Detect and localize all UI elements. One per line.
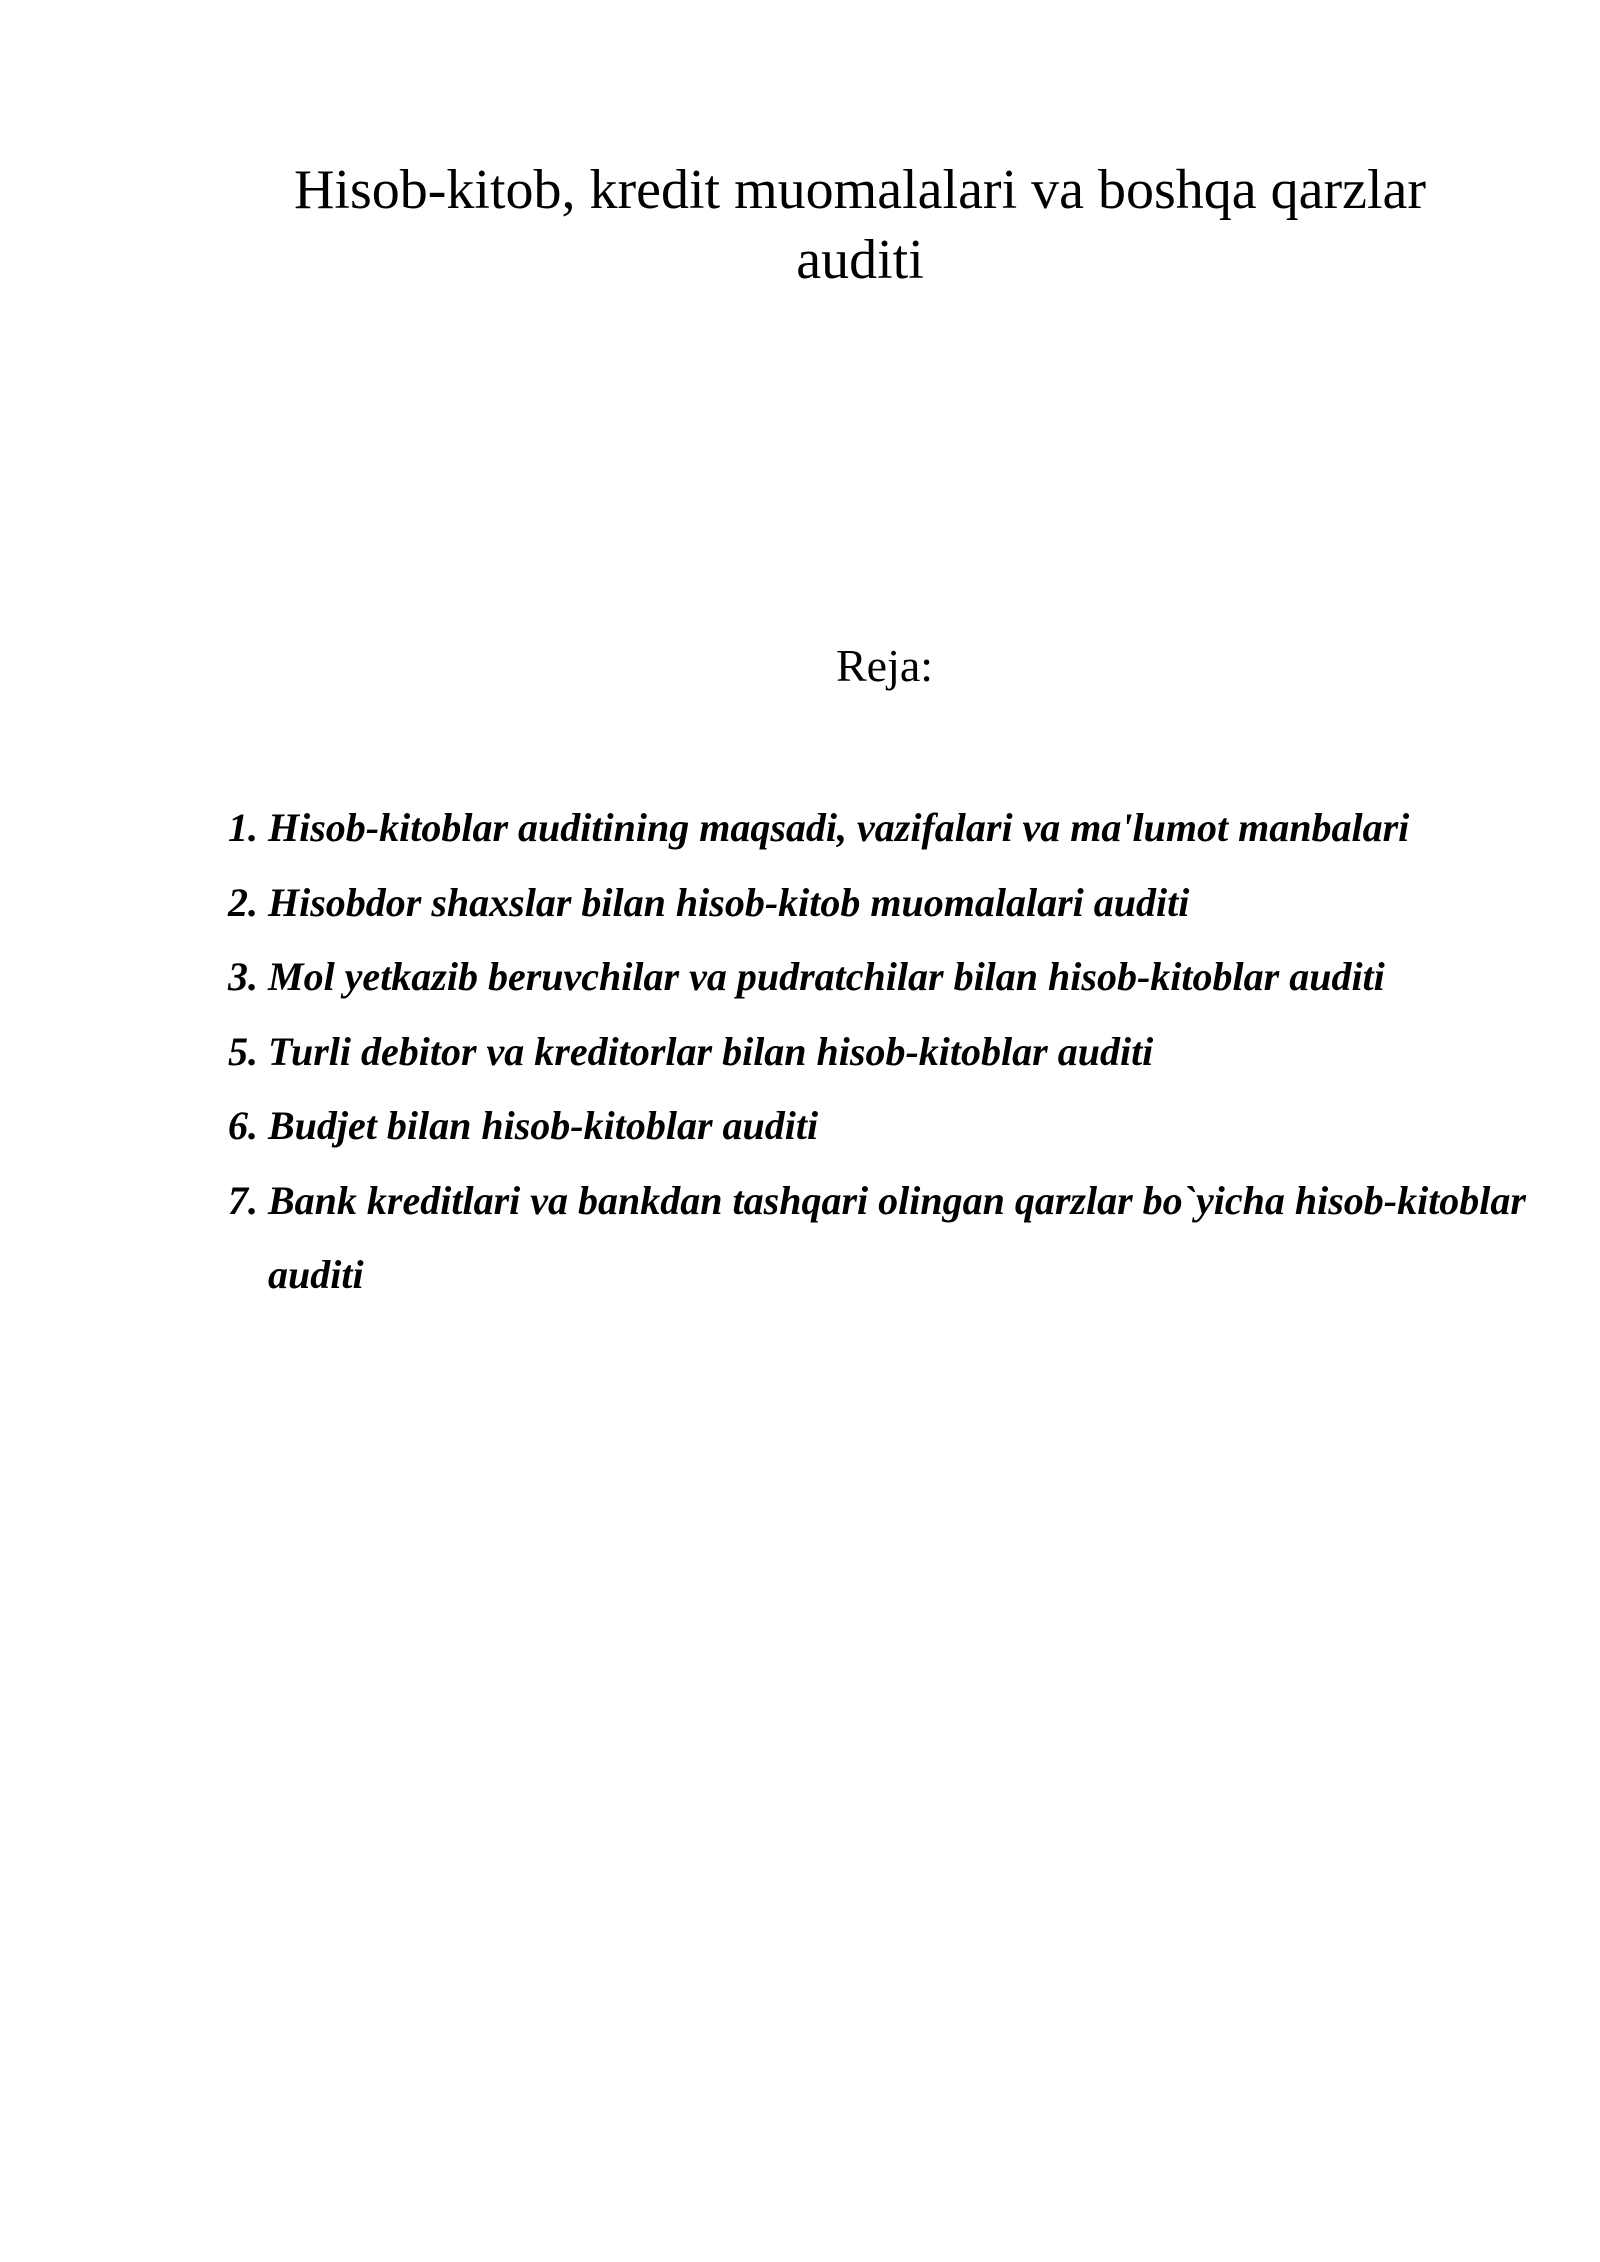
plan-item (228, 1164, 1528, 1313)
plan-item-number: 7. (228, 1177, 258, 1223)
plan-list (228, 791, 1528, 1313)
plan-item-text: Budjet bilan hisob-kitoblar auditi (268, 1103, 819, 1148)
plan-item-text: Hisob-kitoblar auditining maqsadi, vazifalari va ma'lumot manbalari (268, 805, 1410, 850)
plan-item (228, 1089, 1528, 1164)
plan-item (228, 940, 1528, 1015)
document-title: Hisob-kitob, kredit muomalalari va boshqa qarzlar auditi (293, 159, 1427, 291)
plan-item-text: Mol yetkazib beruvchilar va pudratchilar bilan hisob-kitoblar auditi (268, 954, 1385, 999)
plan-item (228, 866, 1528, 941)
plan-item-number: 2. (228, 879, 258, 925)
plan-item-text: Hisobdor shaxslar bilan hisob-kitob muomalalari auditi (268, 879, 1190, 925)
plan-item-number: 3. (228, 954, 258, 999)
plan-item-number: 1. (228, 805, 258, 850)
plan-heading: Reja: (836, 640, 934, 691)
plan-item (228, 1015, 1528, 1090)
plan-item (228, 791, 1528, 866)
plan-item-number: 5. (228, 1028, 258, 1074)
plan-item-text: Bank kreditlari va bankdan tashqari olingan qarzlar bo`yicha hisob-kitoblar auditi (268, 1177, 1526, 1297)
plan-item-number: 6. (228, 1103, 258, 1148)
plan-item-text: Turli debitor va kreditorlar bilan hisob-kitoblar auditi (268, 1028, 1154, 1074)
